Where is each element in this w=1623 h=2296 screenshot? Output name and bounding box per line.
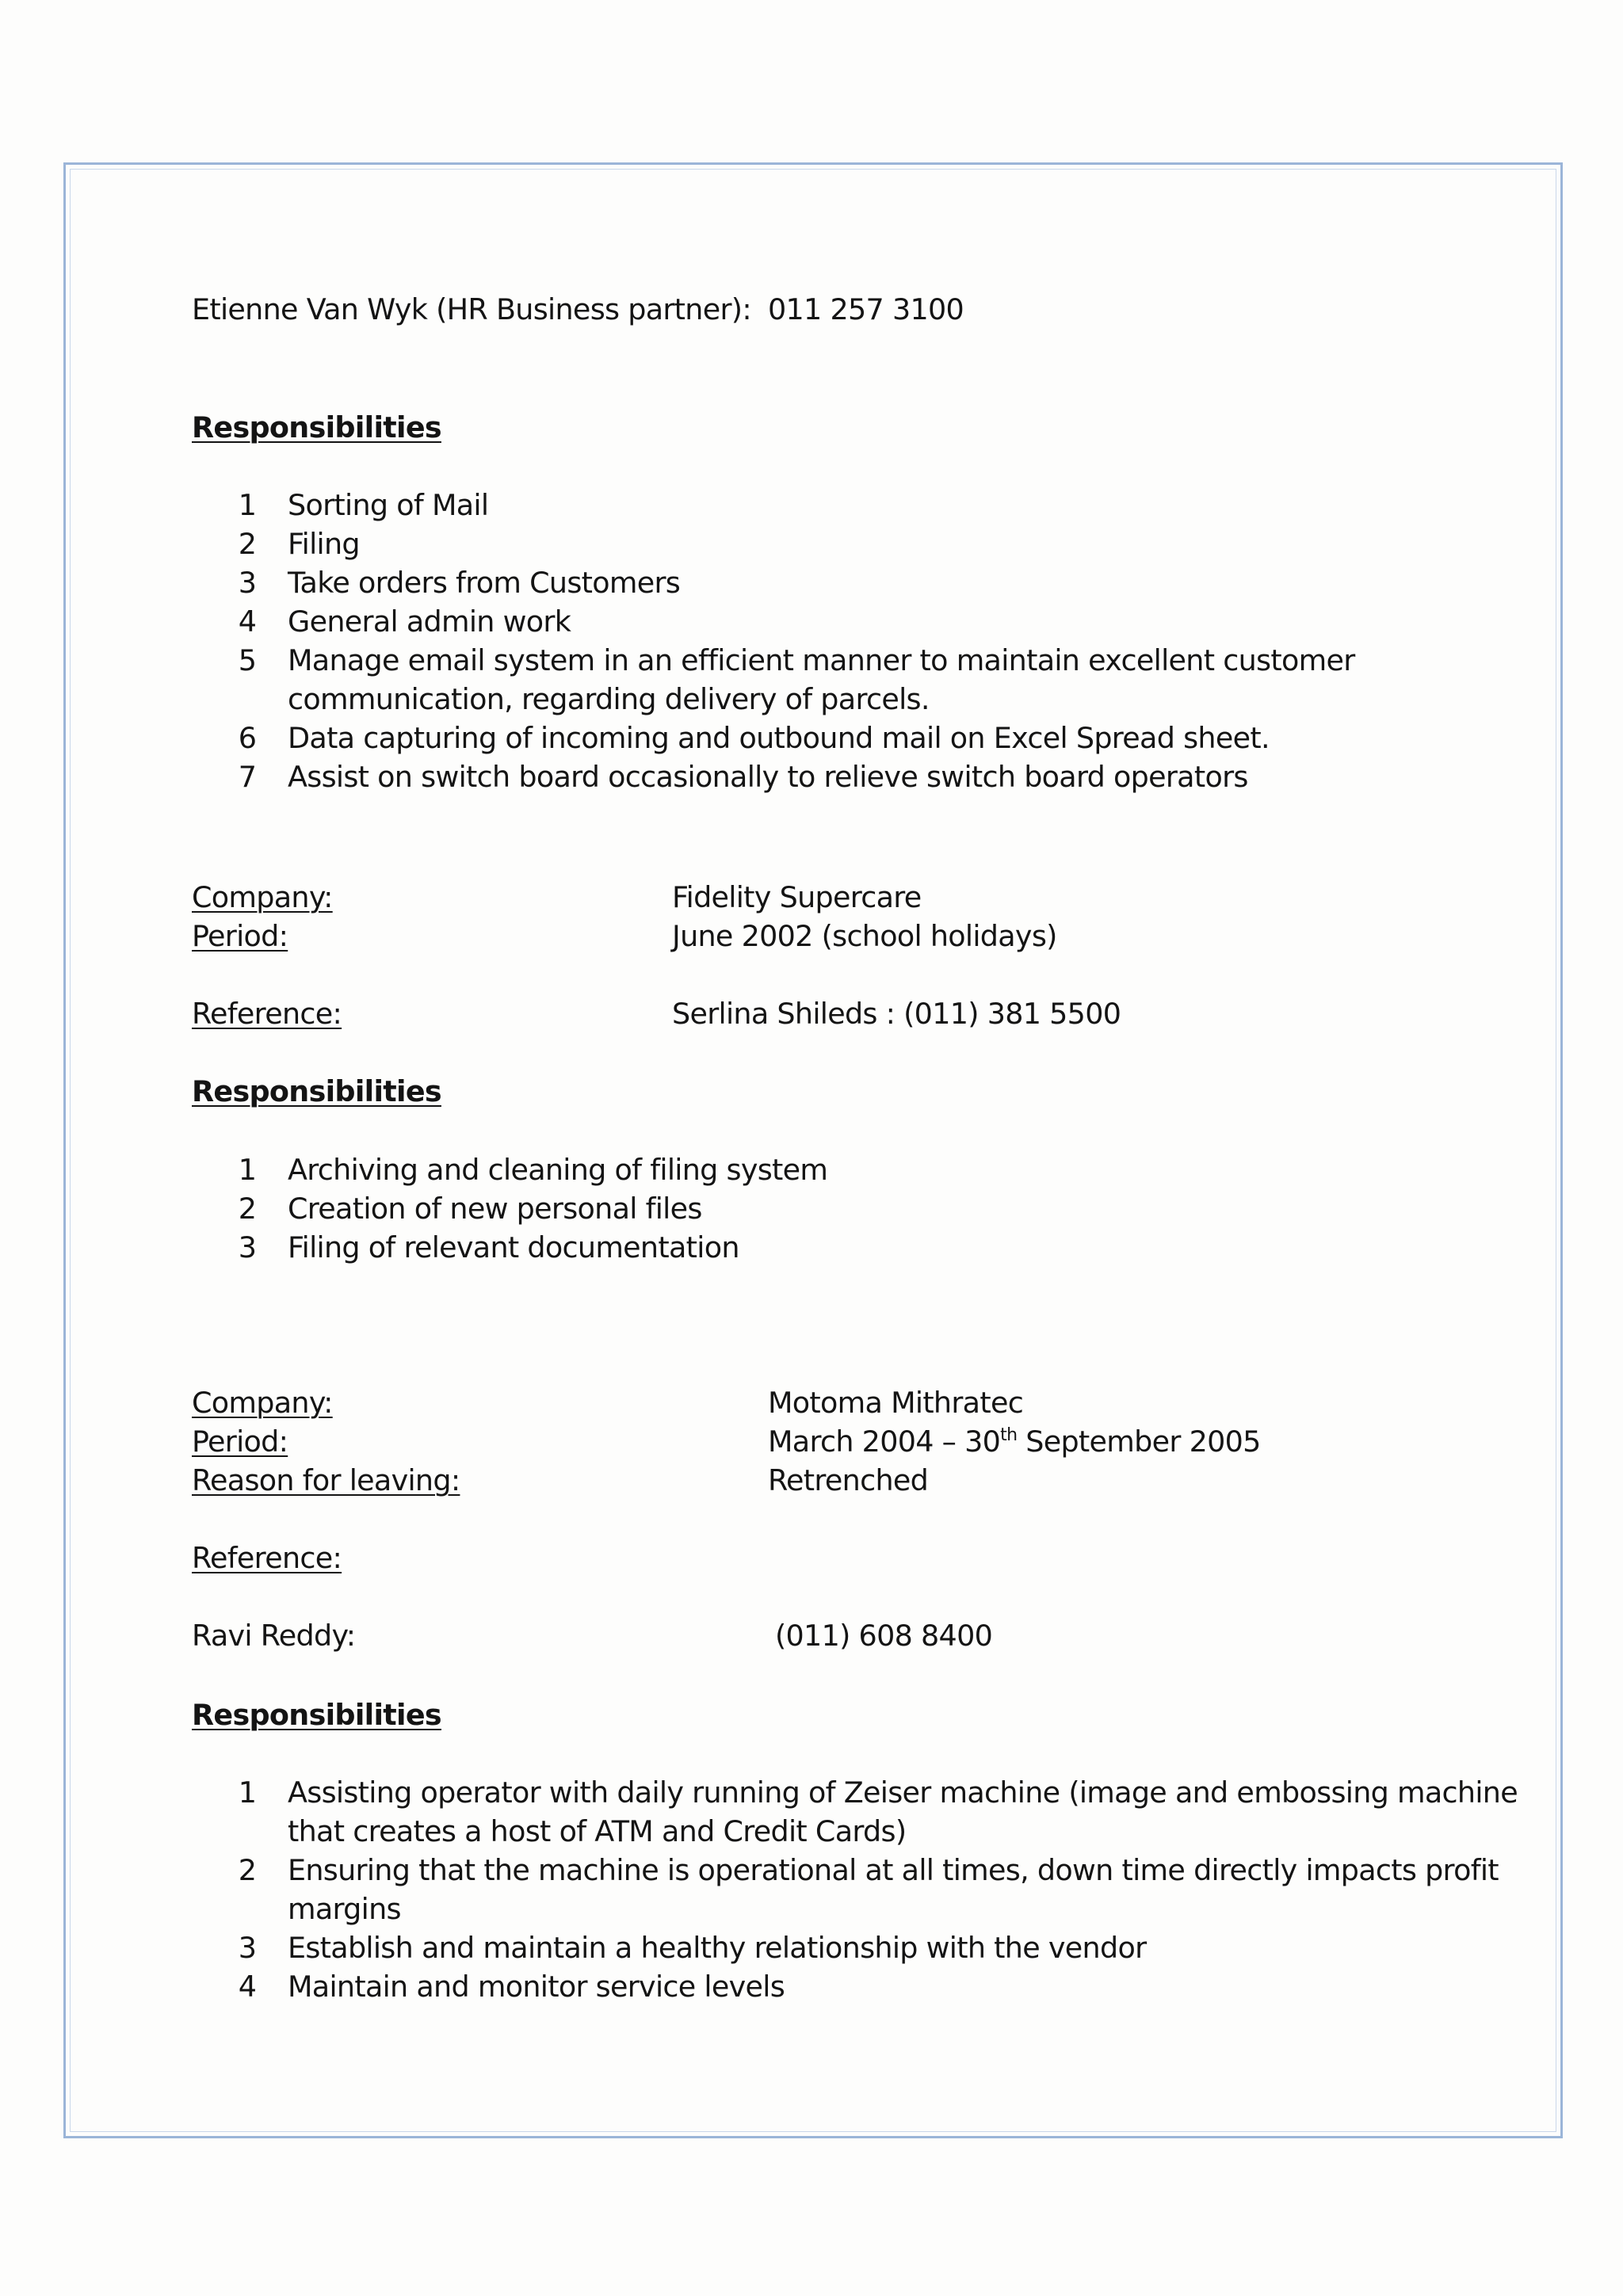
reference-value-2: Serlina Shileds : (011) 381 5500 (672, 997, 1121, 1031)
reference-name-3: Ravi Reddy: (192, 1619, 356, 1653)
company-label-2: Company: (192, 880, 333, 914)
responsibility-2-item-number: 2 (238, 1192, 257, 1226)
responsibility-1-item-text: Assist on switch board occasionally to relieve switch board operators (288, 760, 1248, 794)
responsibility-1-item-text: Data capturing of incoming and outbound mail on Excel Spread sheet. (288, 721, 1270, 755)
company-value-2: Fidelity Supercare (672, 880, 922, 914)
responsibility-1-item-number: 6 (238, 721, 257, 755)
reason-value-3: Retrenched (768, 1463, 929, 1497)
responsibility-1-item-text: Take orders from Customers (288, 566, 681, 600)
company-label-3: Company: (192, 1386, 333, 1420)
responsibility-3-item-text: Maintain and monitor service levels (288, 1970, 785, 2004)
reference-label-2: Reference: (192, 997, 342, 1031)
contact-label: Etienne Van Wyk (HR Business partner): (192, 292, 751, 326)
reference-label-3: Reference: (192, 1541, 342, 1575)
responsibility-2-item-text: Filing of relevant documentation (288, 1230, 739, 1264)
responsibilities-heading-3: Responsibilities (192, 1698, 441, 1732)
responsibility-1-item-number: 7 (238, 760, 257, 794)
responsibility-1-item-text: Sorting of Mail (288, 488, 489, 522)
responsibility-3-item-text: that creates a host of ATM and Credit Cards) (288, 1814, 907, 1848)
responsibilities-heading-1: Responsibilities (192, 410, 441, 444)
responsibility-1-item-text: Filing (288, 527, 360, 561)
responsibility-1-item-text: Manage email system in an efficient manner to maintain excellent customer (288, 643, 1355, 677)
contact-phone: 011 257 3100 (768, 292, 964, 326)
period-label-3: Period: (192, 1425, 288, 1459)
responsibility-3-item-number: 4 (238, 1970, 257, 2004)
period-value-2: June 2002 (school holidays) (672, 919, 1057, 953)
responsibility-1-item-number: 4 (238, 605, 257, 639)
company-value-3: Motoma Mithratec (768, 1386, 1024, 1420)
responsibility-3-item-text: Ensuring that the machine is operational at all times, down time directly impacts profit (288, 1853, 1499, 1887)
responsibility-3-item-number: 2 (238, 1853, 257, 1887)
reference-phone-3: (011) 608 8400 (775, 1619, 993, 1653)
responsibility-2-item-text: Creation of new personal files (288, 1192, 702, 1226)
responsibility-3-item-text: Establish and maintain a healthy relationship with the vendor (288, 1931, 1147, 1965)
responsibility-2-item-number: 1 (238, 1153, 257, 1187)
responsibility-3-item-number: 1 (238, 1775, 257, 1810)
responsibility-3-item-text: Assisting operator with daily running of Zeiser machine (image and embossing machine (288, 1775, 1518, 1810)
period-value-3: March 2004 – 30th September 2005 (768, 1425, 1261, 1459)
responsibility-2-item-text: Archiving and cleaning of filing system (288, 1153, 828, 1187)
responsibility-1-item-number: 5 (238, 643, 257, 677)
responsibility-2-item-number: 3 (238, 1230, 257, 1264)
responsibility-1-item-number: 2 (238, 527, 257, 561)
responsibility-1-item-text: General admin work (288, 605, 571, 639)
responsibility-3-item-number: 3 (238, 1931, 257, 1965)
responsibility-1-item-text: communication, regarding delivery of parcels. (288, 682, 930, 716)
responsibility-1-item-number: 3 (238, 566, 257, 600)
reason-label-3: Reason for leaving: (192, 1463, 460, 1497)
responsibilities-heading-2: Responsibilities (192, 1074, 441, 1108)
responsibility-1-item-number: 1 (238, 488, 257, 522)
period-label-2: Period: (192, 919, 288, 953)
responsibility-3-item-text: margins (288, 1892, 401, 1926)
